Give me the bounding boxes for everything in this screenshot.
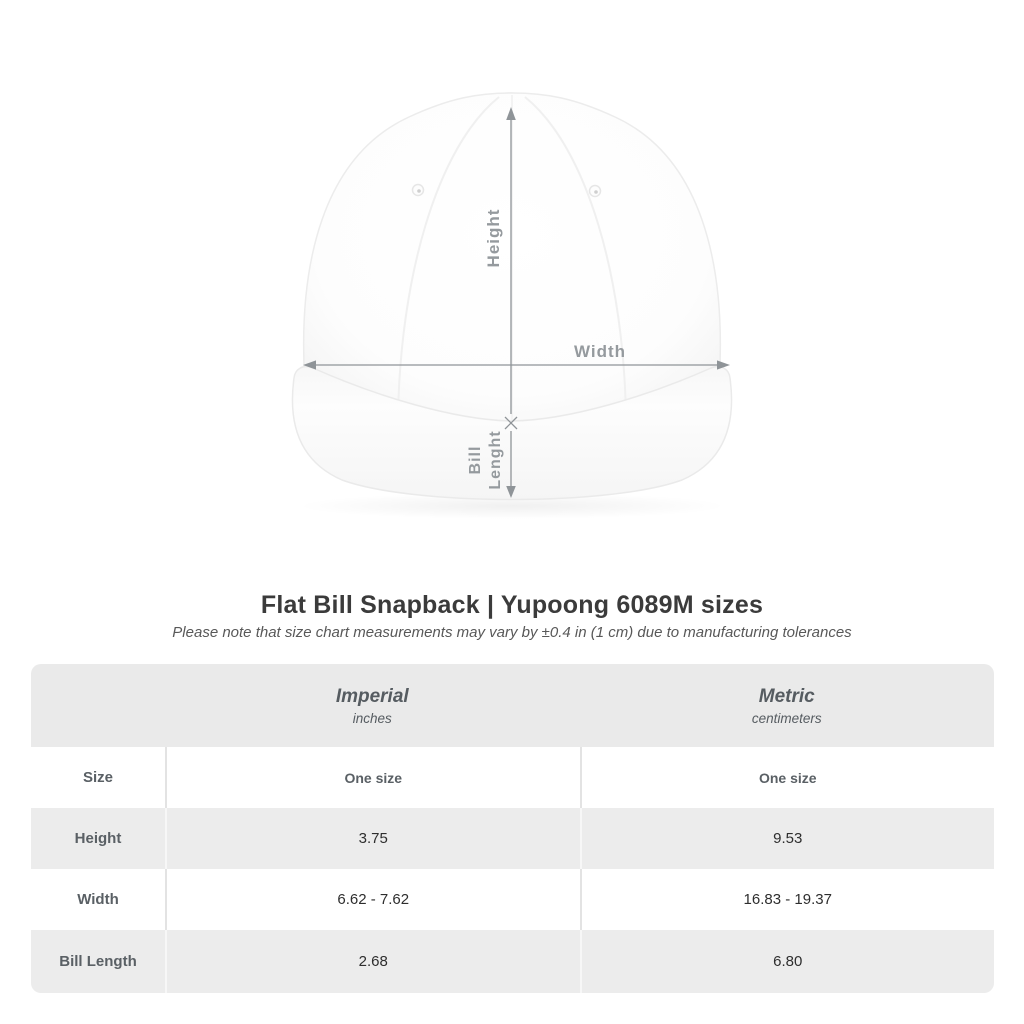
row-label: Height [74,830,122,847]
metric-value: One size [580,747,995,808]
size-table [31,664,994,993]
imperial-value: 6.62 - 7.62 [165,869,580,930]
imperial-value: 3.75 [165,808,580,869]
row-label: Width [77,891,119,908]
bill-length-label-line1: Bill [467,445,484,475]
tolerance-note: Please note that size chart measurements may vary by ±0.4 in (1 cm) due to manufacturing tolerances [172,624,852,641]
bill-length-label-line2: Lenght [487,430,504,490]
metric-value: 9.53 [580,808,995,869]
imperial-value: 2.68 [165,930,580,993]
table-row-size [31,747,994,808]
cap-eyelet-right [590,186,601,197]
metric-header [580,686,995,726]
cap-eyelet-left [413,185,424,196]
imperial-value: One size [165,747,580,808]
metric-header-name: Metric [758,685,815,707]
metric-value: 6.80 [580,930,995,993]
metric-header-unit: centimeters [751,710,822,726]
row-label: Bill Length [59,953,137,970]
imperial-header-name: Imperial [335,685,409,707]
table-row-bill-length [31,930,994,993]
imperial-header-unit: inches [352,710,392,726]
table-row-width [31,869,994,930]
row-label: Size [82,769,113,786]
height-label: Height [484,208,503,268]
width-label: Width [573,342,627,361]
metric-value: 16.83 - 19.37 [580,869,995,930]
table-row-height [31,808,994,869]
imperial-header [165,686,580,726]
page-title: Flat Bill Snapback | Yupoong 6089M sizes [260,591,764,619]
table-header [31,664,994,747]
